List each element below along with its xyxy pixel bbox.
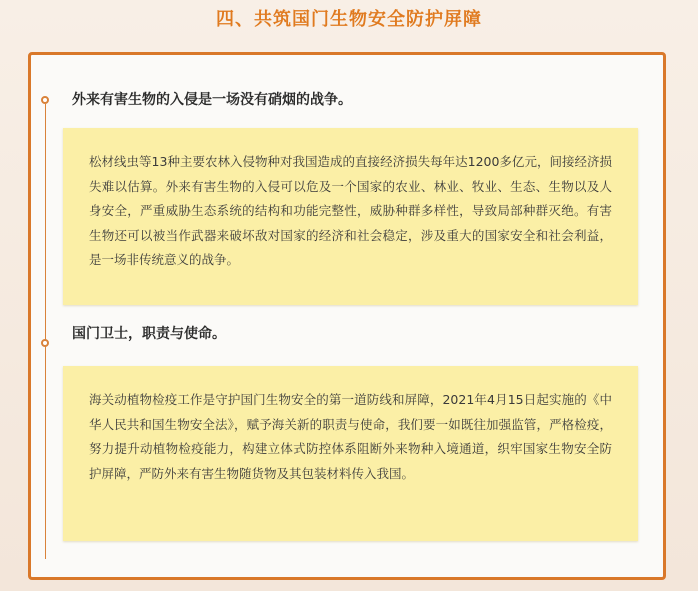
note-body: 松材线虫等13种主要农林入侵物种对我国造成的直接经济损失每年达1200多亿元，间接经济损失难以估算。外来有害生物的入侵可以危及一个国家的农业、林业、牧业、生态、生物以及人身安全，严重威胁生态系统的结构和功能完整性，威胁种群多样性，导致局部种群灭绝。有害生物还可以被当作武器来破坏敌对国家的经济和社会稳定，涉及重大的国家安全和社会利益，是一场非传统意义的战争。 (89, 154, 612, 267)
item-heading: 国门卫士，职责与使命。 (72, 326, 226, 342)
sticky-note (63, 366, 638, 541)
timeline-dot-icon (41, 96, 49, 104)
sticky-note (63, 128, 638, 305)
timeline-line (45, 104, 46, 559)
section-title: 四、共筑国门生物安全防护屏障 (216, 9, 482, 30)
timeline-dot-icon (41, 339, 49, 347)
note-body: 海关动植物检疫工作是守护国门生物安全的第一道防线和屏障，2021年4月15日起实施的《中华人民共和国生物安全法》，赋予海关新的职责与使命，我们要一如既往加强监管，严格检疫，努力提升动植物检疫能力，构建立体式防控体系阻断外来物种入境通道，织牢国家生物安全防护屏障，严防外来有害生物随货物及其包装材料传入我国。 (89, 392, 612, 481)
item-heading: 外来有害生物的入侵是一场没有硝烟的战争。 (72, 92, 352, 108)
